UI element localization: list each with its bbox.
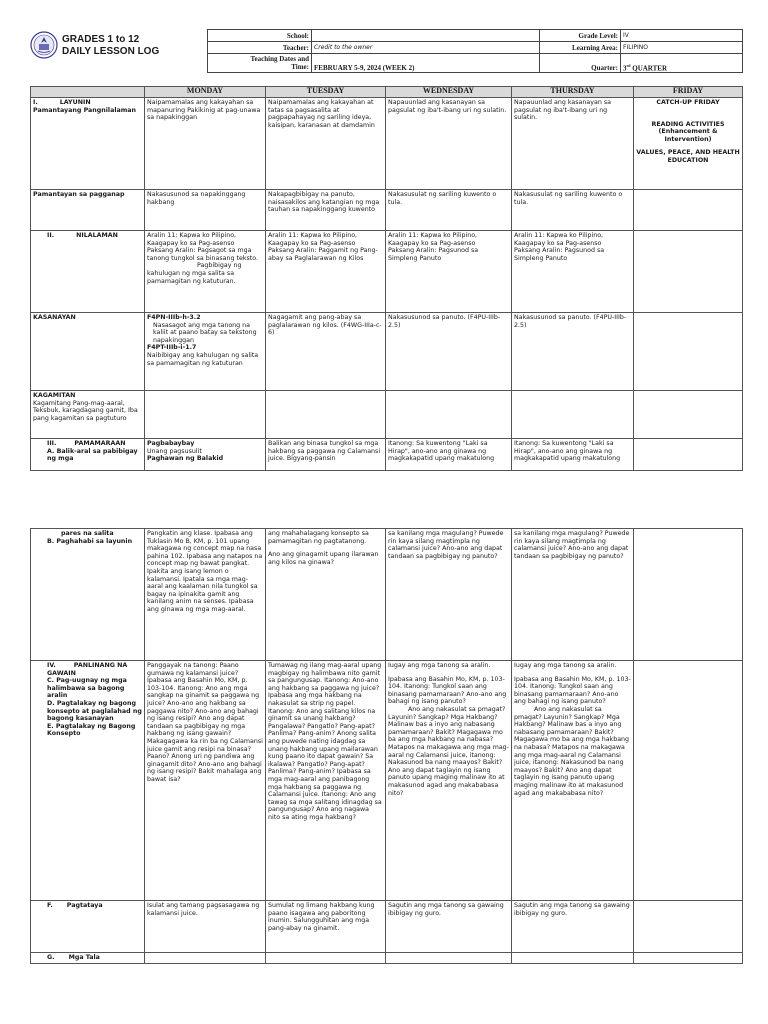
pagtataya-friday [634,901,743,953]
kagamitan-thursday [512,391,634,439]
nilalaman-thu-paksa: Paksang Aralin: Pagsunod sa Simpleng Panuto [514,247,605,262]
paghahabi-b-text: Paghahabi sa layunin [56,537,133,545]
pagtataya-num: F. [47,902,53,909]
label-kasanayan: KASANAYAN [31,313,145,391]
teaching-dates-label [208,54,312,73]
panlinang-thursday [512,661,634,901]
row-nilalaman [31,231,743,313]
paghahabi-a-cont: pares na salita [61,530,114,537]
nilalaman-tue-aralin: Aralin 11: Kapwa ko Pilipino, Kaagapay ko sa Pag-asenso [268,232,358,247]
nilalaman-head: NILALAMAN [76,232,118,239]
panlinang-d-text: Pagtalakay ng bagong konsepto at paglalahad ng bagong kasanayan [47,699,142,723]
nilalaman-thursday [512,231,634,313]
layunin-wednesday: Napauunlad ang kasanayan sa pagsulat ng iba't-ibang uri ng sulatin. [386,98,512,190]
panlinang-thu-2: Ipabasa ang Basahin Mo, KM, p. 103-104. Itanong: Tungkol saan ang binasang pamamaraan? Ano-ano ang bahagi ng isang panuto? [514,675,631,706]
pamamaraan-wednesday: Itanong: Sa kuwentong "Laki sa Hirap", ano-ano ang ginawa ng magkakapatid upang makatulong [386,439,512,471]
paghahabi-friday [634,529,743,661]
learning-area-value: FILIPINO [621,42,743,54]
row-mga-tala [31,953,743,964]
nilalaman-tuesday [266,231,386,313]
paghahabi-monday: Pangkatin ang klase. Ipabasa ang Tuklasin Mo B, KM, p. 101 upang makagawa ng concept map na nasa pahina 102. Ipabasa ang natapos na concept map ng bawat pangkat. Ipakita ang isang lemon o kalamansi. Ipatala sa mga mag-aaral ang kaalaman nila tungkol sa bagay na ipinakita gamit ang kanilang anim na senses. Ipabasa ang ginawa ng mga mag-aaral. [145,529,266,661]
day-tuesday: TUESDAY [266,87,386,98]
pamamaraan-friday [634,439,743,471]
nilalaman-mon-paksa: Paksang Aralin: Pagsagot sa mga tanong tungkol sa binasang teksto. [147,247,258,262]
panlinang-wed-1: Iugay ang mga tanong sa aralin. [388,662,491,669]
pagganap-wednesday: Nakasusulat ng sariling kuwento o tula. [386,190,512,231]
label-mga-tala [31,953,145,964]
school-label: School: [208,30,312,42]
tala-monday [145,953,266,964]
pagganap-tuesday: Nakapagbibigay na panuto, naisasakilos ang katangian ng mga tauhan sa napakinggang kuwento [266,190,386,231]
tala-tuesday [266,953,386,964]
kasanayan-monday [145,313,266,391]
row-layunin [31,98,743,190]
panlinang-d: D. [47,699,55,707]
tala-friday [634,953,743,964]
pamamaraan-mon-3: Paghawan ng Balakid [147,455,224,463]
row-paghahabi [31,529,743,661]
grade-level-label: Grade Level: [540,30,621,42]
pamamaraan-num: III. [47,440,57,447]
layunin-monday: Naipamamalas ang kakayahan sa mapanuring Pakikinig at pag-unawa sa napakinggan [145,98,266,190]
pamamaraan-mon-2: Unang pagsusulit [147,447,202,455]
pagtataya-thursday: Sagutin ang mga tanong sa gawaing ibibigay ng guro. [512,901,634,953]
kasanayan-mon-code-2: F4PT-IIIb-i-1.7 [147,344,197,352]
lesson-log-table-part-2 [30,528,743,964]
tala-thursday [512,953,634,964]
panlinang-thu-3: Ano ang nakasulat sa pmagat? Layunin? Sangkap? Mga Hakbang? Malinaw bas a inyo ang nabasang pamamaraan? Bakit? Magagawa mo ba ang mga hakbang na nabasa? Matapos na makagawa ang mga mag-aaral ng Calamansi juice, itanong: Nakasunod ba nang maayos? Bakit? Ano ang dapat taglayin ng isang panuto upang maging malinaw ito at makasunod agad ang makababasa nito? [514,705,630,797]
paghahabi-wednesday: sa kanilang mga magulang? Puwede rin kaya silang magtimpla ng calamansi juice? Ano-ano ang dapat tandaan sa pagbibigay ng panuto? [386,529,512,661]
tala-text: Mga Tala [68,954,100,961]
quarter-label: Quarter: [540,54,621,73]
panlinang-head: PANLINANG NA GAWAIN [47,662,128,677]
tala-wednesday [386,953,512,964]
quarter-number: 3 [623,64,627,72]
panlinang-thu-1: Iugay ang mga tanong sa aralin. [514,662,617,669]
kagamitan-head: KAGAMITAN [33,392,76,399]
day-header-row [31,87,743,98]
kasanayan-mon-text-2: Naibibigay ang kahulugan ng salita sa pamamagitan ng katuturan [147,351,259,367]
panlinang-wednesday [386,661,512,901]
friday-reading: READING ACTIVITIES (Enhancement & Intervention) [651,120,725,143]
paghahabi-thursday: sa kanilang mga magulang? Puwede rin kaya silang magtimpla ng calamansi juice? Ano-ano ang dapat tandaan sa pagbibigay ng panuto? [512,529,634,661]
label-pagganap: Pamantayan sa pagganap [31,190,145,231]
panlinang-num: IV. [47,662,56,669]
pamamaraan-thursday: Itanong: Sa kuwentong "Laki sa Hirap", ano-ano ang ginawa ng magkakapatid upang makatulong [512,439,634,471]
teaching-dates-label-line-2: Time: [291,63,309,71]
nilalaman-friday [634,231,743,313]
day-wednesday: WEDNESDAY [386,87,512,98]
pagganap-thursday: Nakasusulat ng sariling kuwento o tula. [512,190,634,231]
nilalaman-mon-aralin: Aralin 11: Kapwa ko Pilipino, Kaagapay ko sa Pag-asenso [147,232,237,247]
kasanayan-tuesday: Nagagamit ang pang-abay sa paglalarawan ng kilos. (F4WG-IIIa-c-6) [266,313,386,391]
label-panlinang [31,661,145,901]
panlinang-c-text: Pag-uugnay ng mga halimbawa sa bagong aralin [47,677,127,700]
kagamitan-tuesday [266,391,386,439]
row-pamamaraan [31,439,743,471]
kasanayan-mon-text-1: Nasasagot ang mga tanong na kaliit at paano batay sa tekstong napakinggan [153,321,257,344]
pagtataya-wednesday: Sagutin ang mga tanong sa gawaing ibibigay ng guro. [386,901,512,953]
kagamitan-friday [634,391,743,439]
panlinang-wed-2: Ipabasa ang Basahin Mo, KM, p. 103-104. Itanong: Tungkol saan ang binasang pamamaraan? Ano-ano ang bahagi ng isang panuto? [388,675,507,706]
pamamaraan-head: PAMAMARAAN [74,440,126,447]
teacher-value: Credit to the owner [312,42,540,54]
label-layunin [31,98,145,190]
header [30,29,742,71]
learning-area-label: Learning Area: [540,42,621,54]
paghahabi-tuesday [266,529,386,661]
row-kasanayan [31,313,743,391]
day-monday: MONDAY [145,87,266,98]
document-title [62,34,159,58]
quarter-suffix-sup: rd [626,62,631,68]
quarter-value [621,54,743,73]
label-nilalaman [31,231,145,313]
quarter-suffix: QUARTER [630,64,668,72]
friday-values: VALUES, PEACE, AND HEALTH EDUCATION [636,149,740,164]
row-pagganap [31,190,743,231]
info-table [207,29,743,73]
teacher-label: Teacher: [208,42,312,54]
kasanayan-mon-code-1: F4PN-IIIb-h-3.2 [147,314,201,321]
day-friday: FRIDAY [634,87,743,98]
layunin-tuesday: Naipamamalas ang kakayahan at tatas sa pagsasalita at pagpapahayag ng sariling ideya, kaisipan, karanasan at damdamin [266,98,386,190]
row-pagtataya [31,901,743,953]
label-paghahabi [31,529,145,661]
teaching-dates-value: FEBRUARY 5-9, 2024 (WEEK 2) [312,54,540,73]
nilalaman-mon-pagbibigay: Pagbibigay ng kahulugan ng mga salita sa pamamagitan ng katuturan. [147,262,242,285]
panlinang-tuesday: Tumawag ng ilang mag-aaral upang magbigay ng halimbawa nito gamit sa pangungusap. Itanong: Ano-ano ang hakbang sa paggawa ng juice? Ipabasa ang mga hakbang na nakasulat sa strip ng papel. Itanong: Ano ang salitang kilos na ginamit sa unang hakbang? Pangalawa? Pangatlo? Pang-apat? Panlima? Pang-anim? Anong salita ang puwede nating idagdag sa unang hakbang upang mailarawan kung paano ito dapat gawain? Sa ikalawa? Pangatlo? Pang-apat? Panlima? Pang-anim? Ipabasa sa mga mag-aaral ang panibagong mga hakbang sa paggawa ng Calamansi juice. Itanong: Ano ang tawag sa mga salitang idinagdag sa pangungusap? Ano ang nagawa nito sa ating mga hakbang? [266,661,386,901]
friday-notes [634,98,743,190]
panlinang-e-text: Pagtalakay ng Bagong Konsepto [47,722,136,738]
title-line-1: GRADES 1 to 12 [62,34,140,45]
nilalaman-num: II. [47,232,55,239]
school-value [312,30,540,42]
pagtataya-tuesday: Sumulat ng limang hakbang kung paano isagawa ang paboritong inumin. Salungguhitan ang mga pang-abay na ginamit. [266,901,386,953]
paghahabi-tue-1: ang mahahalagang konsepto sa pamamagitan ng pagtatanong. [268,530,369,545]
kagamitan-monday [145,391,266,439]
title-line-2: DAILY LESSON LOG [62,46,160,57]
deped-seal-icon [30,31,58,59]
pamamaraan-monday [145,439,266,471]
nilalaman-wed-aralin: Aralin 11: Kapwa ko Pilipino, Kaagapay ko sa Pag-asenso [388,232,478,247]
label-kagamitan [31,391,145,439]
label-pagtataya [31,901,145,953]
kasanayan-wednesday: Nakasusunod sa panuto. (F4PU-IIIb-2.5) [386,313,512,391]
kagamitan-wednesday [386,391,512,439]
pagganap-friday [634,190,743,231]
layunin-thursday: Napauunlad ang kasanayan sa pagsulat ng iba't-ibang uri ng sulatin. [512,98,634,190]
kasanayan-friday [634,313,743,391]
pagtataya-monday: Isulat ang tamang pagsasagawa ng kalamansi juice. [145,901,266,953]
pamamaraan-a: A. [47,447,55,455]
panlinang-friday [634,661,743,901]
panlinang-wed-3: Ano ang nakasulat sa pmagat? Layunin? Sangkap? Mga Hakbang? Malinaw bas a inyo ang nabasang pamamaraan? Bakit? Magagawa mo ba ang mga hakbang na nabasa? Matapos na makagawa ang mga mag-aaral ng Calamansi juice, itanong: Nakasunod ba nang maayos? Bakit? Ano ang dapat taglayin ng isang panuto upang maging malinaw ito at makasunod agad ang makababasa nito? [388,705,509,797]
pagtataya-text: Pagtataya [66,902,103,909]
nilalaman-tue-paksa: Paksang Aralin: Paggamit ng Pang-abay sa Paglalarawan ng Kilos [268,247,378,262]
layunin-sub: Pamantayang Pangnilalaman [33,106,137,114]
lesson-log-table-part-1 [30,86,743,471]
layunin-head: LAYUNIN [59,99,91,106]
row-kagamitan [31,391,743,439]
paghahabi-b: B. [47,537,55,545]
corner-header [31,87,145,98]
kasanayan-thursday: Nakasusunod sa panuto. (F4PU-IIIb-2.5) [512,313,634,391]
day-thursday: THURSDAY [512,87,634,98]
pagganap-monday: Nakasusunod sa napakinggang hakbang [145,190,266,231]
panlinang-e: E. [47,722,54,730]
nilalaman-wed-paksa: Paksang Aralin: Pagsunod sa Simpleng Panuto [388,247,479,262]
teaching-dates-label-line-1: Teaching Dates and [250,55,309,63]
label-pamamaraan [31,439,145,471]
kagamitan-sub: Kagamitang Pang-mag-aaral, Teksbuk, karagdagang gamit, Iba pang kagamitan sa pagtuturo [33,399,138,422]
panlinang-c: C. [47,677,55,685]
nilalaman-thu-aralin: Aralin 11: Kapwa ko Pilipino, Kaagapay ko sa Pag-asenso [514,232,604,247]
panlinang-monday: Panggayak na tanong: Paano gumawa ng kalamansi juice? Ipabasa ang Basahin Mo, KM, p. 103-104. Itanong: Ano ang mga sangkap na ginamit sa paggawa ng juice? Ano-ano ang hakbang sa paggawa nito? Ano-ano ang bahagi ng isang resipi? Ano ang dapat tandaan sa pagbibigay ng mga hakbang ng isang gawain? Makagagawa ka rin ba ng Calamansi juice gamit ang resipi na binasa? Paano? Anong uri ng pandiwa ang ginagamit dito? Ano-ano ang bahagi ng isang resipi? Bakit mahalaga ang bawat isa? [145,661,266,901]
pamamaraan-mon-1: Pagbabaybay [147,440,195,447]
tala-num: G. [47,954,55,961]
pamamaraan-a-text: Balik-aral sa pabibigay ng mga [47,447,138,463]
row-panlinang [31,661,743,901]
friday-catch-up: CATCH-UP FRIDAY [656,99,720,106]
nilalaman-monday [145,231,266,313]
pamamaraan-tuesday: Balikan ang binasa tungkol sa mga hakbang sa paggawa ng Calamansi juice. Bigyang-pansin [266,439,386,471]
layunin-num: I. [33,99,38,106]
nilalaman-wednesday [386,231,512,313]
paghahabi-tue-2: Ano ang ginagamit upang ilarawan ang kilos na ginawa? [268,551,379,566]
grade-level-value: IV [621,30,743,42]
